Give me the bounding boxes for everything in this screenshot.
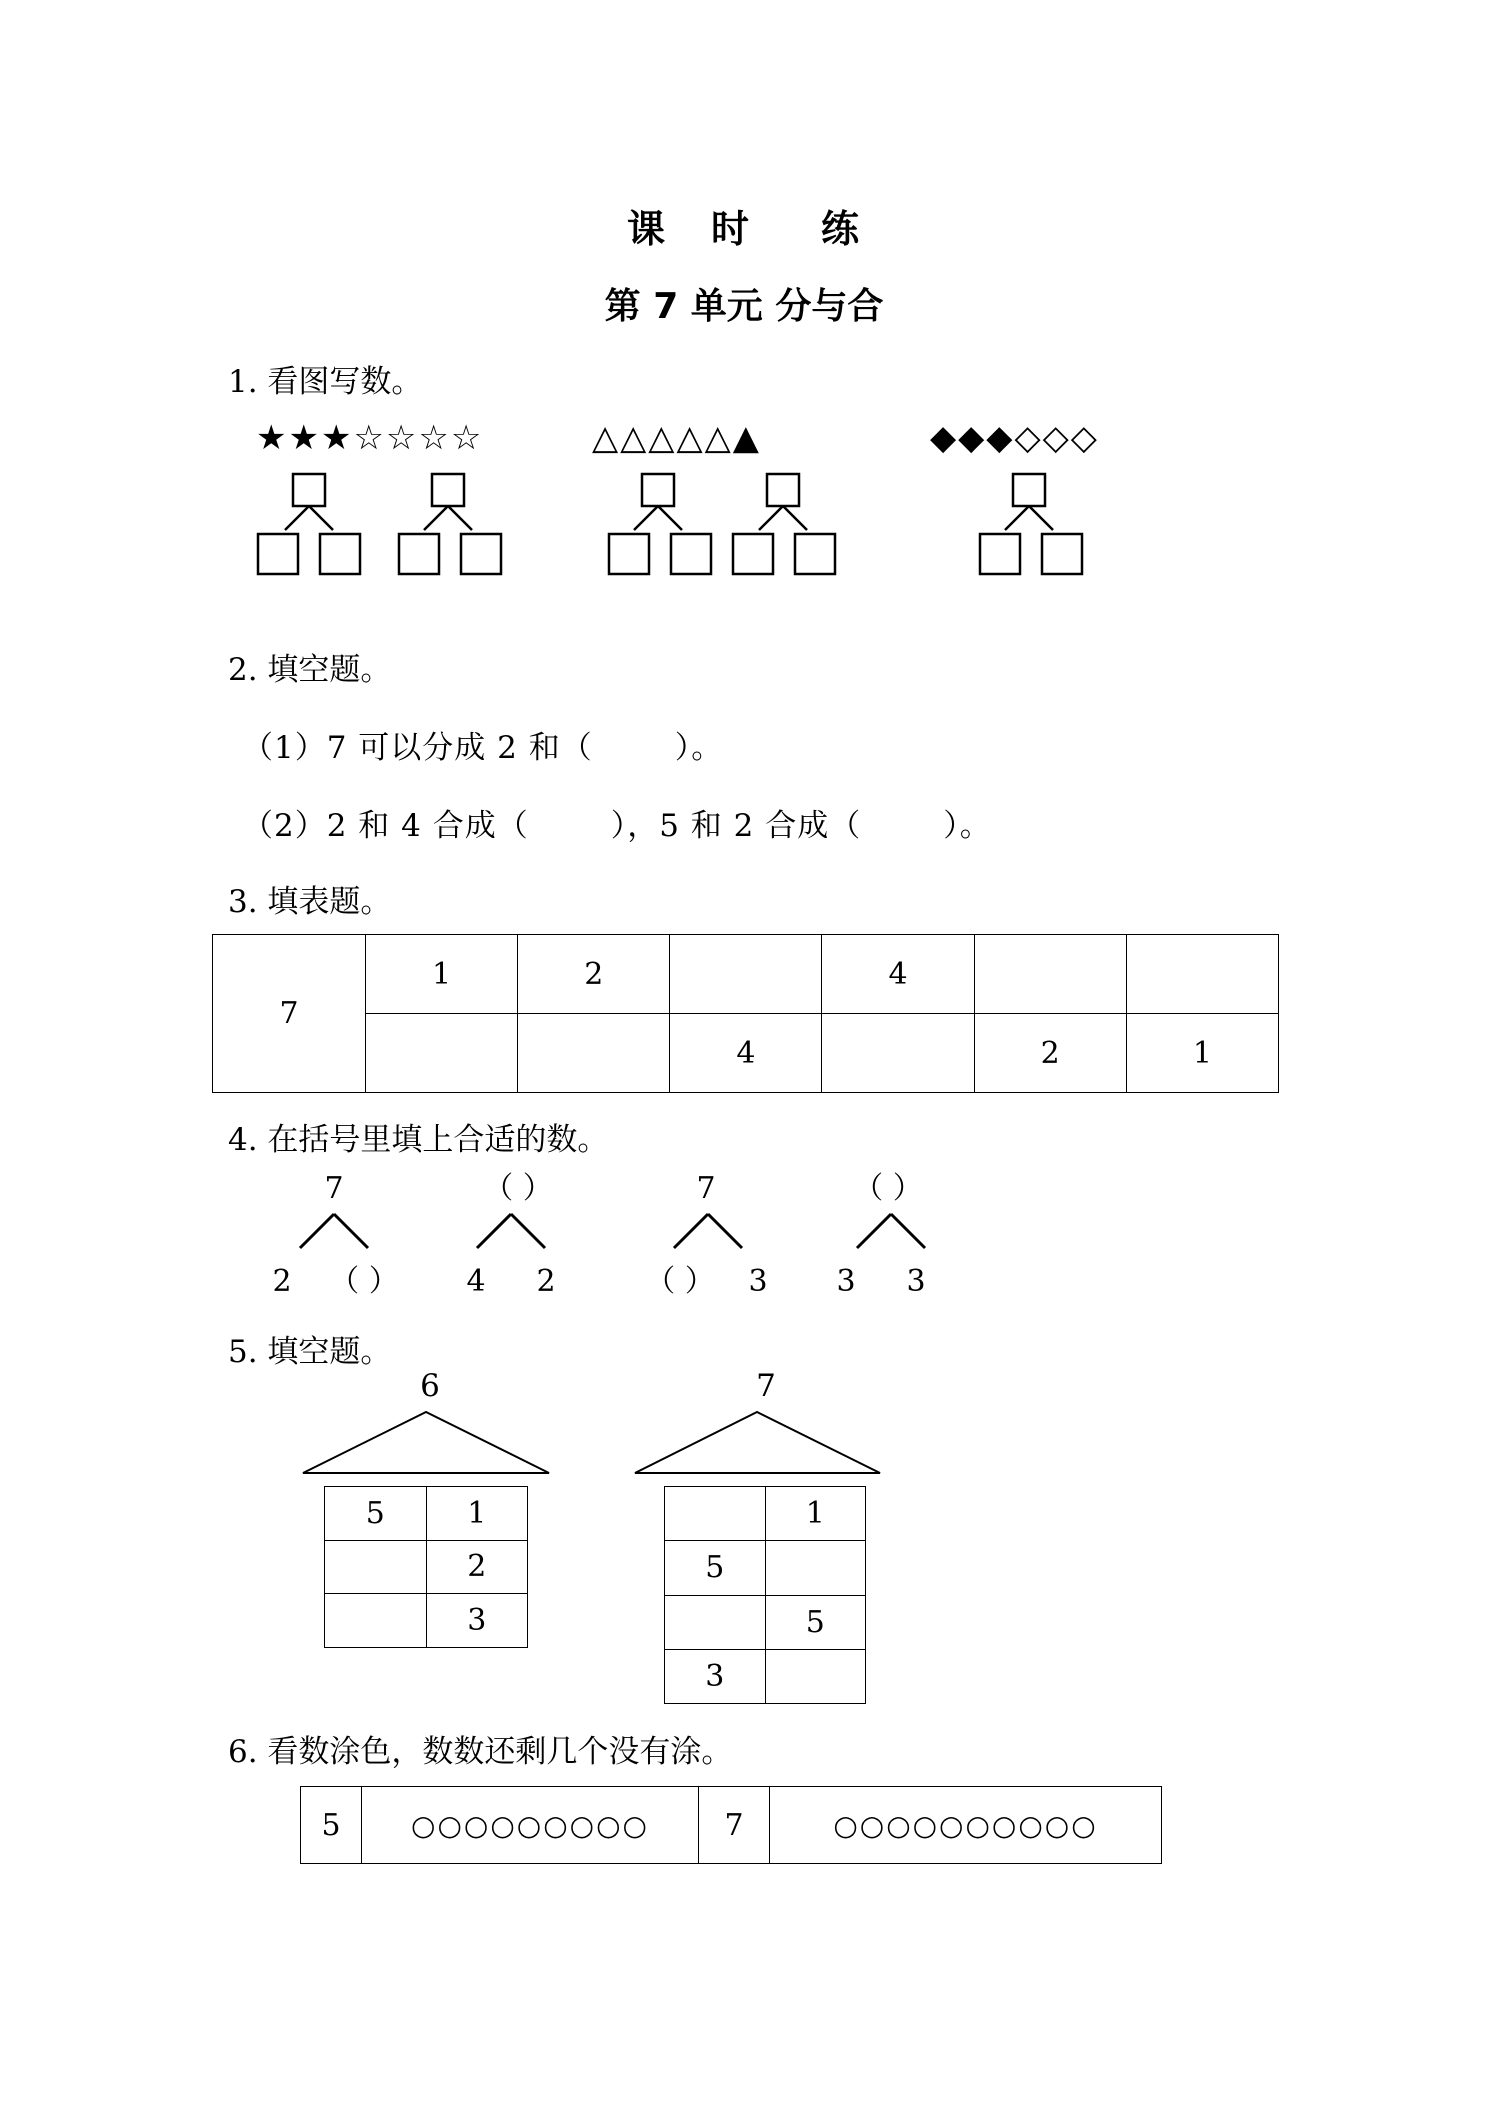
number-tree [836, 1171, 925, 1299]
table-cell[interactable] [518, 1014, 670, 1093]
split-diagram [399, 474, 501, 574]
page-subtitle: 第 7 单元 分与合 [604, 286, 884, 327]
house-cell[interactable]: 1 [765, 1487, 866, 1541]
table-cell[interactable] [1126, 935, 1278, 1014]
number-tree [272, 1171, 398, 1299]
tree-right: 3 [906, 1264, 926, 1299]
house-cell[interactable]: 3 [665, 1649, 766, 1703]
house-cell[interactable]: 5 [325, 1487, 427, 1541]
tree-right: 3 [748, 1264, 768, 1299]
house-cell[interactable] [765, 1541, 866, 1595]
q2-part2 [242, 800, 992, 845]
answer-box[interactable] [767, 474, 799, 506]
split-diagram [258, 474, 360, 574]
q4-number-trees [0, 1160, 1488, 1310]
house-roof [635, 1412, 880, 1473]
color-circles[interactable]: ○○○○○○○○○○ [770, 1787, 1162, 1864]
table-cell[interactable] [822, 1014, 974, 1093]
table-total: 7 [213, 935, 366, 1093]
house-roof-number: 6 [420, 1368, 440, 1404]
title-char-3: 练 [821, 207, 862, 251]
answer-box[interactable] [609, 534, 649, 574]
answer-box[interactable] [320, 534, 360, 574]
table-cell[interactable]: 1 [366, 935, 518, 1014]
house-cell[interactable]: 2 [426, 1540, 528, 1594]
answer-box[interactable] [258, 534, 298, 574]
answer-box[interactable] [461, 534, 501, 574]
tree-top[interactable]: （ ） [853, 1171, 923, 1206]
tree-top: 7 [696, 1171, 716, 1206]
q1-split-diagrams [0, 0, 1488, 620]
table-cell[interactable] [974, 935, 1126, 1014]
tree-left: 4 [466, 1264, 486, 1299]
q5-heading: 5. 填空题。 [228, 1334, 392, 1370]
q2-part1 [242, 722, 723, 767]
table-cell[interactable]: 2 [518, 935, 670, 1014]
number-tree [645, 1171, 767, 1299]
house-cell[interactable] [665, 1487, 766, 1541]
table-cell[interactable]: 4 [670, 1014, 822, 1093]
color-table [300, 1786, 1162, 1864]
q2-part1-text-b: ）。 [674, 730, 724, 766]
house-cell[interactable]: 5 [765, 1595, 866, 1649]
house-cell[interactable] [325, 1594, 427, 1648]
answer-box[interactable] [795, 534, 835, 574]
house-cell[interactable]: 5 [665, 1541, 766, 1595]
tree-left[interactable]: （ ） [645, 1264, 715, 1299]
table-cell[interactable]: 4 [822, 935, 974, 1014]
answer-box[interactable] [293, 474, 325, 506]
table-cell[interactable] [366, 1014, 518, 1093]
answer-box[interactable] [671, 534, 711, 574]
tree-left: 3 [836, 1264, 856, 1299]
tree-left: 2 [272, 1264, 292, 1299]
number-tree [466, 1171, 555, 1299]
color-number: 5 [301, 1787, 362, 1864]
house-cell[interactable] [665, 1595, 766, 1649]
q3-heading: 3. 填表题。 [228, 884, 392, 920]
house-cell[interactable] [765, 1649, 866, 1703]
split-table [212, 934, 1279, 1093]
tree-right: 2 [536, 1264, 556, 1299]
q1-group2-shapes: △△△△△▲ [592, 418, 761, 458]
answer-box[interactable] [1013, 474, 1045, 506]
house-table-7 [664, 1486, 866, 1704]
split-diagram [733, 474, 835, 574]
tree-right[interactable]: （ ） [329, 1264, 399, 1299]
q2-part2-text-c: ）。 [943, 808, 992, 844]
q2-heading: 2. 填空题。 [228, 652, 392, 688]
table-cell[interactable]: 1 [1126, 1014, 1278, 1093]
house-cell[interactable]: 3 [426, 1594, 528, 1648]
q2-part2-text-b: ），5 和 2 合成（ [610, 808, 862, 844]
answer-box[interactable] [980, 534, 1020, 574]
answer-box[interactable] [733, 534, 773, 574]
house-table-6 [324, 1486, 528, 1648]
color-number: 7 [699, 1787, 770, 1864]
q4-heading: 4. 在括号里填上合适的数。 [228, 1122, 609, 1158]
q6-heading: 6. 看数涂色，数数还剩几个没有涂。 [228, 1734, 733, 1770]
house-roof-number: 7 [756, 1368, 776, 1404]
q1-heading: 1. 看图写数。 [228, 364, 423, 400]
house-roof [303, 1412, 549, 1473]
tree-top[interactable]: （ ） [483, 1171, 553, 1206]
q1-group3-shapes: ◆◆◆◇◇◇ [930, 418, 1099, 458]
house-cell[interactable] [325, 1540, 427, 1594]
split-diagram [980, 474, 1082, 574]
answer-box[interactable] [642, 474, 674, 506]
q1-group1-shapes: ★★★☆☆☆☆ [256, 418, 484, 458]
title-char-1: 课 [626, 207, 667, 251]
color-circles[interactable]: ○○○○○○○○○ [362, 1787, 699, 1864]
answer-box[interactable] [399, 534, 439, 574]
house-cell[interactable]: 1 [426, 1487, 528, 1541]
q2-part1-text-a: （1）7 可以分成 2 和（ [242, 730, 593, 766]
split-diagram [609, 474, 711, 574]
q2-part2-text-a: （2）2 和 4 合成（ [242, 808, 529, 844]
table-cell[interactable] [670, 935, 822, 1014]
title-char-2: 时 [710, 207, 751, 251]
answer-box[interactable] [432, 474, 464, 506]
answer-box[interactable] [1042, 534, 1082, 574]
tree-top: 7 [324, 1171, 344, 1206]
table-cell[interactable]: 2 [974, 1014, 1126, 1093]
